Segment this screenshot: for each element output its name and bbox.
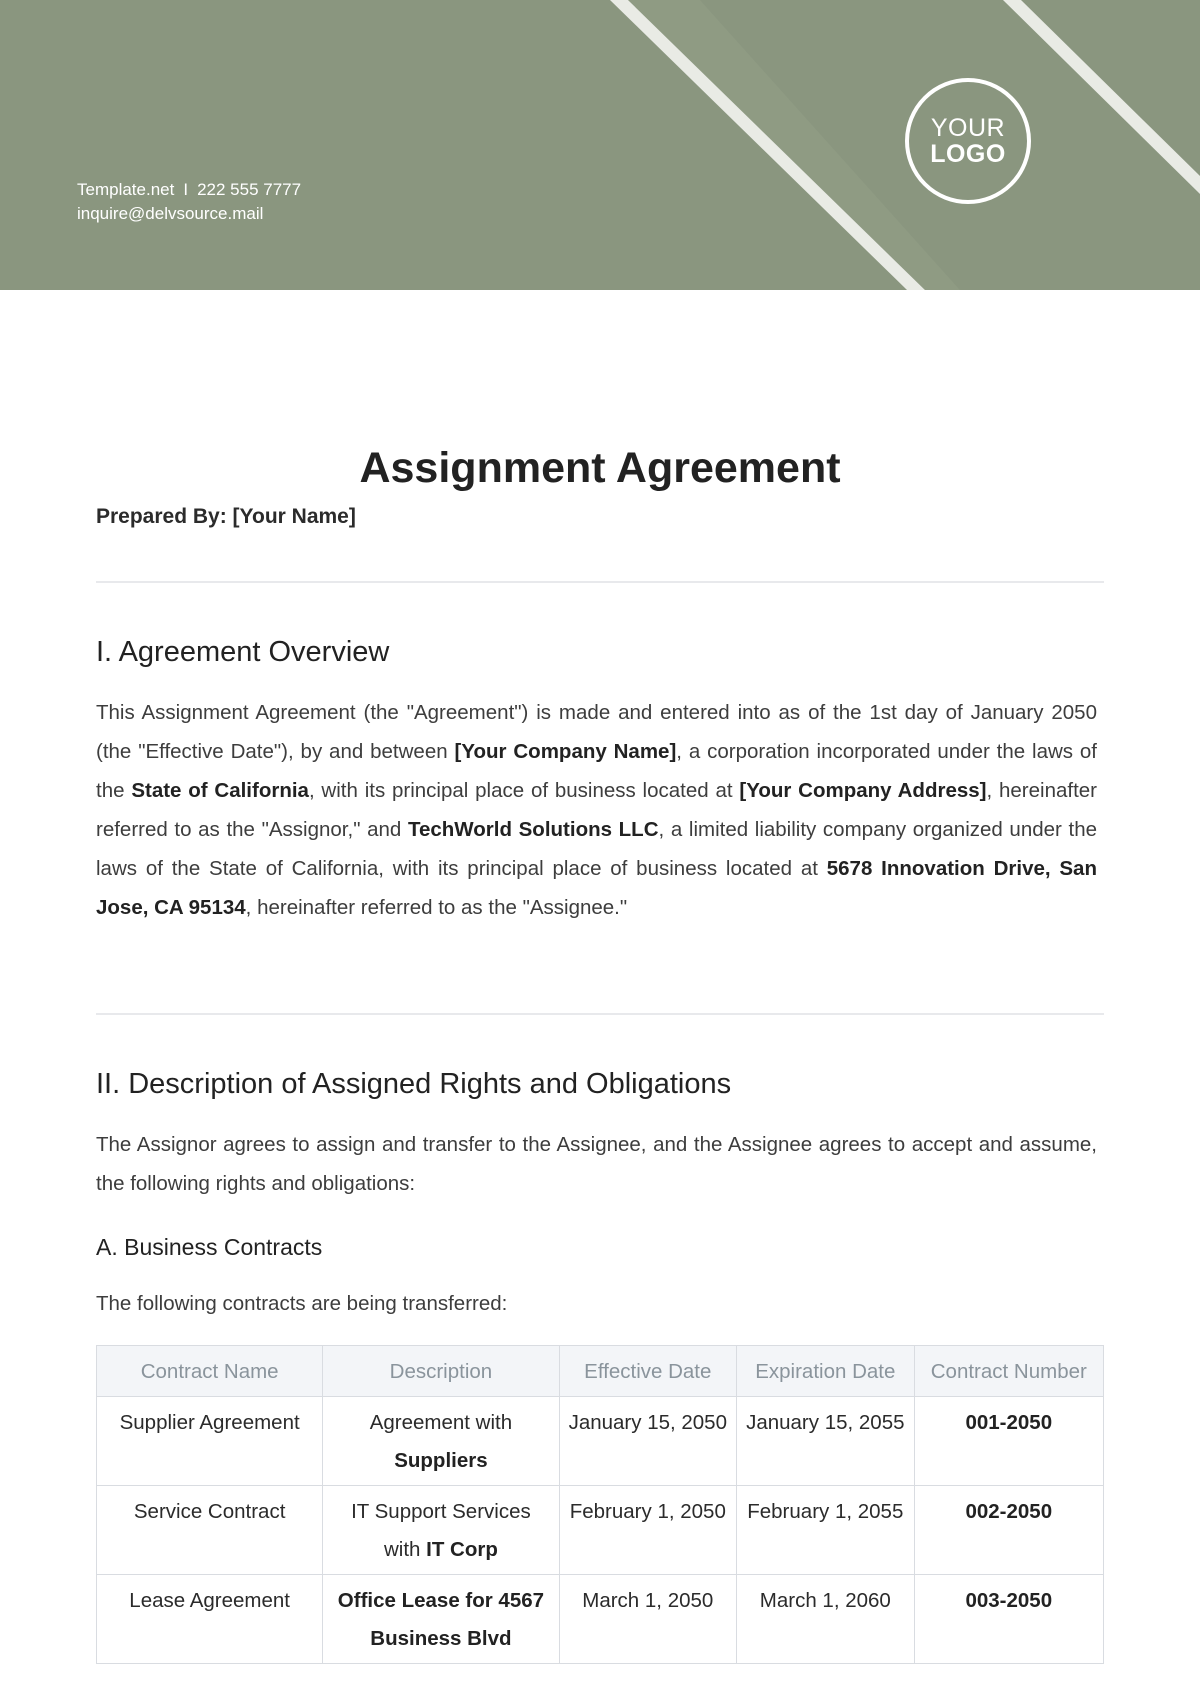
email-address: inquire@delvsource.mail — [77, 204, 264, 223]
expiration-date: February 1, 2055 — [737, 1486, 915, 1575]
table-header-row — [97, 1346, 1104, 1397]
text-run: , a corporation incorporated under the laws of the — [96, 740, 1097, 802]
column-header: Contract Name — [97, 1346, 323, 1397]
column-header: Effective Date — [559, 1346, 736, 1397]
divider — [96, 1013, 1104, 1015]
contact-separator: I — [183, 180, 189, 199]
logo-line-1: YOUR — [930, 114, 1006, 142]
column-header: Expiration Date — [737, 1346, 915, 1397]
contact-line-1 — [77, 178, 301, 202]
table-row — [97, 1486, 1104, 1575]
contract-name: Supplier Agreement — [97, 1397, 323, 1486]
contract-number-value: 003-2050 — [965, 1589, 1053, 1612]
text-run: IT Support Services with — [351, 1500, 531, 1561]
text-run: , a limited liability company organized under the laws of the State of California, with its principal place of business located at — [96, 818, 1098, 880]
stripe-left — [610, 0, 925, 290]
column-header: Contract Number — [914, 1346, 1103, 1397]
section-1-heading: I. Agreement Overview — [96, 636, 390, 668]
effective-date: March 1, 2050 — [559, 1575, 736, 1664]
contract-number — [914, 1575, 1103, 1664]
assignee-name: TechWorld Solutions LLC — [407, 818, 659, 841]
expiration-date: January 15, 2055 — [737, 1397, 915, 1486]
assignee-address: 5678 Innovation Drive, San Jose, CA 95134 — [96, 857, 1097, 919]
contact-info — [77, 178, 301, 226]
header-band — [0, 0, 1200, 290]
text-run: Agreement with — [369, 1411, 513, 1434]
text-run: This Assignment Agreement (the "Agreement") is made and entered into as of the 1st day of January 2050 (the "Effective Date"), by and between — [96, 701, 1097, 763]
phone-number: 222 555 7777 — [197, 180, 302, 199]
stripe-right — [1003, 0, 1200, 194]
contract-number — [914, 1486, 1103, 1575]
section-2-intro: The Assignor agrees to assign and transfer to the Assignee, and the Assignee agrees to accept and assume, the following rights and obligations: — [96, 1133, 1097, 1195]
brand-name: Template.net — [77, 180, 175, 199]
assignor-address: [Your Company Address] — [739, 779, 987, 802]
divider — [96, 581, 1104, 583]
text-run: , with its principal place of business located at — [308, 779, 740, 802]
expiration-date: March 1, 2060 — [737, 1575, 915, 1664]
document-title: Assignment Agreement — [359, 444, 841, 492]
effective-date: February 1, 2050 — [559, 1486, 736, 1575]
logo-line-2: LOGO — [930, 140, 1006, 168]
text-run-bold: Suppliers — [394, 1449, 488, 1472]
contract-name: Lease Agreement — [97, 1575, 323, 1664]
text-run-bold: Office Lease for 4567 Business Blvd — [337, 1589, 545, 1650]
section-1-paragraph — [96, 693, 1097, 927]
contract-name: Service Contract — [97, 1486, 323, 1575]
text-run: , hereinafter referred to as the "Assignee." — [245, 896, 628, 919]
contract-number-value: 002-2050 — [965, 1500, 1053, 1523]
company-logo — [905, 78, 1031, 204]
subsection-a-intro: The following contracts are being transferred: — [96, 1292, 508, 1315]
contract-number — [914, 1397, 1103, 1486]
section-2-heading: II. Description of Assigned Rights and Obligations — [96, 1068, 732, 1100]
contract-description — [323, 1486, 559, 1575]
contract-description — [323, 1397, 559, 1486]
table-row — [97, 1575, 1104, 1664]
contracts-table — [96, 1345, 1104, 1664]
prepared-by: Prepared By: [Your Name] — [96, 505, 356, 528]
table-row — [97, 1397, 1104, 1486]
text-run-bold: IT Corp — [426, 1538, 498, 1561]
column-header: Description — [323, 1346, 559, 1397]
state-name: State of California — [131, 779, 309, 802]
subsection-a-heading: A. Business Contracts — [96, 1234, 323, 1260]
effective-date: January 15, 2050 — [559, 1397, 736, 1486]
contract-number-value: 001-2050 — [965, 1411, 1053, 1434]
contract-description — [323, 1575, 559, 1664]
assignor-name: [Your Company Name] — [454, 740, 677, 763]
text-run: , hereinafter referred to as the "Assignor," and — [96, 779, 1097, 841]
